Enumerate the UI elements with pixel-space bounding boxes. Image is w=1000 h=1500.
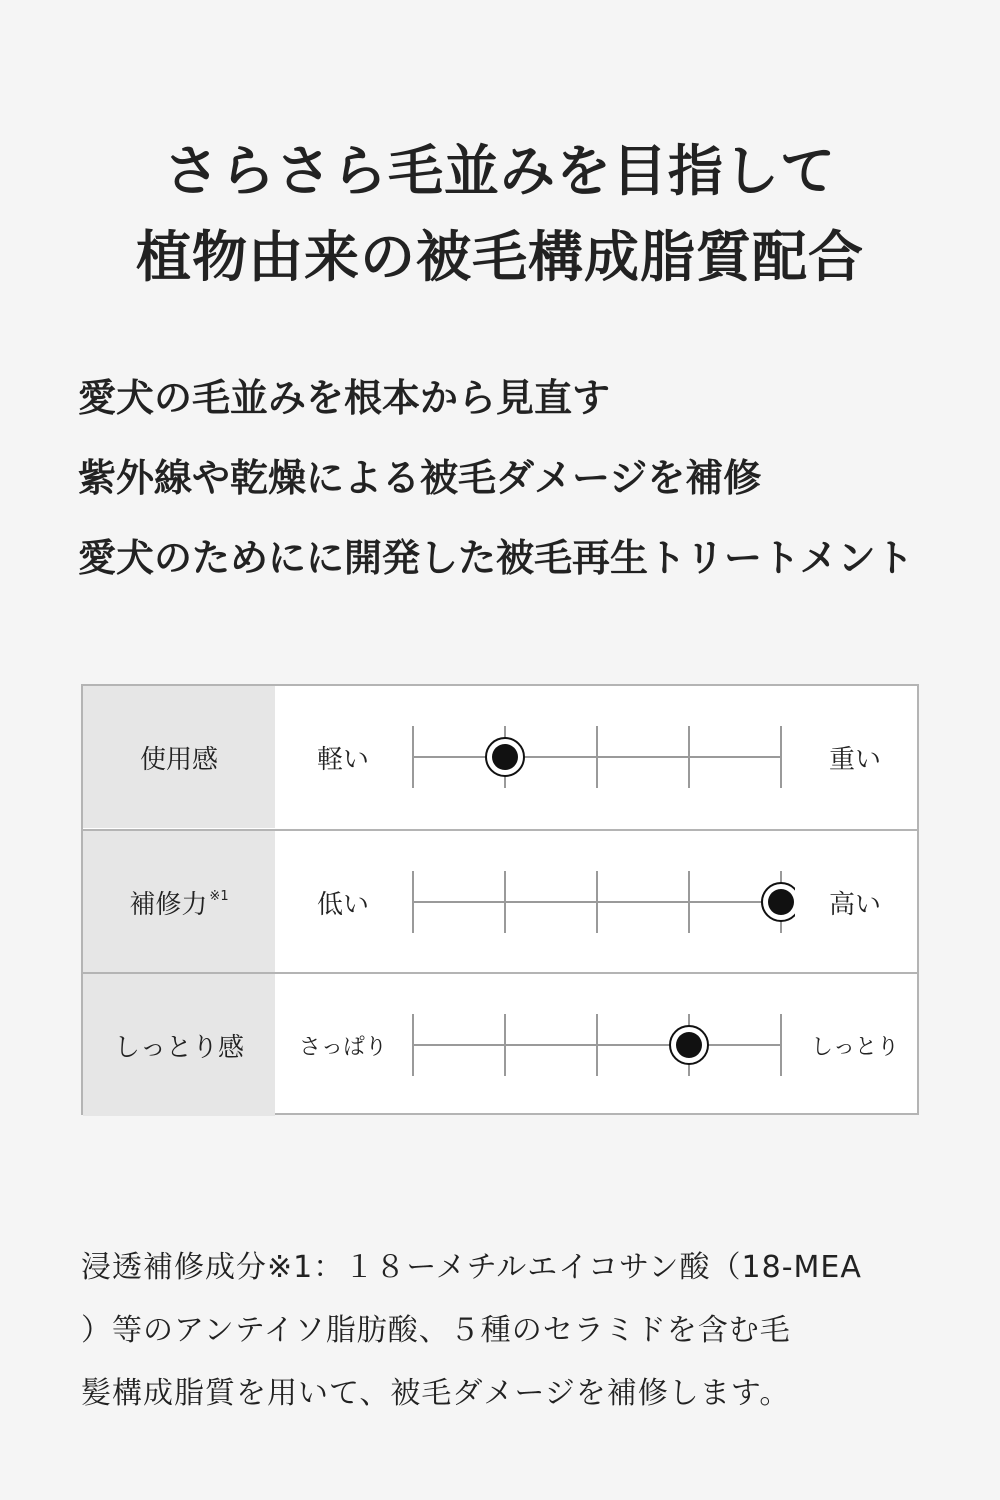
rating-row-moisture: [83, 972, 917, 1116]
rating-table: [81, 684, 919, 1115]
footnote-line-1: 浸透補修成分※1：１８ーメチルエイコサン酸（18-MEA: [81, 1250, 862, 1285]
title-line-1: さらさら毛並みを目指して: [163, 139, 836, 203]
feature-line-1: 愛犬の毛並みを根本から見直す: [78, 376, 611, 420]
feature-line-2: 紫外線や乾燥による被毛ダメージを補修: [78, 456, 762, 500]
rating-row-usage: [83, 686, 917, 828]
footnote-line-3: 髪構成脂質を用いて、被毛ダメージを補修します。: [81, 1376, 791, 1411]
feature-list: [78, 358, 914, 598]
scale-high-label: 高い: [828, 889, 881, 920]
rating-scale: [395, 686, 795, 828]
rating-row-repair: [83, 829, 917, 973]
row-label: [83, 686, 275, 828]
rating-marker-dot: [768, 889, 794, 915]
row-label-text: 補修力: [129, 889, 208, 920]
scale-high-label: 重い: [828, 744, 881, 775]
rating-marker-dot: [676, 1032, 702, 1058]
row-label: [83, 974, 275, 1116]
row-label-text: しっとり感: [113, 1032, 244, 1063]
scale-low-label: 軽い: [316, 744, 369, 775]
scale-high-label: しっとり: [810, 1034, 899, 1060]
page-title: [0, 128, 1000, 300]
footnote: [81, 1236, 941, 1425]
row-label-footnote-mark: ※1: [209, 888, 229, 904]
row-label: [83, 831, 275, 973]
rating-marker-dot: [492, 744, 518, 770]
feature-line-3: 愛犬のためにに開発した被毛再生トリートメント: [78, 536, 914, 580]
scale-low-label: 低い: [316, 889, 369, 920]
title-line-2: 植物由来の被毛構成脂質配合: [135, 225, 864, 289]
row-label-text: 使用感: [139, 744, 218, 775]
scale-low-label: さっぱり: [298, 1034, 387, 1060]
footnote-line-2: ）等のアンテイソ脂肪酸、５種のセラミドを含む毛: [81, 1313, 791, 1348]
rating-scale: [395, 831, 795, 973]
rating-scale: [395, 974, 795, 1116]
